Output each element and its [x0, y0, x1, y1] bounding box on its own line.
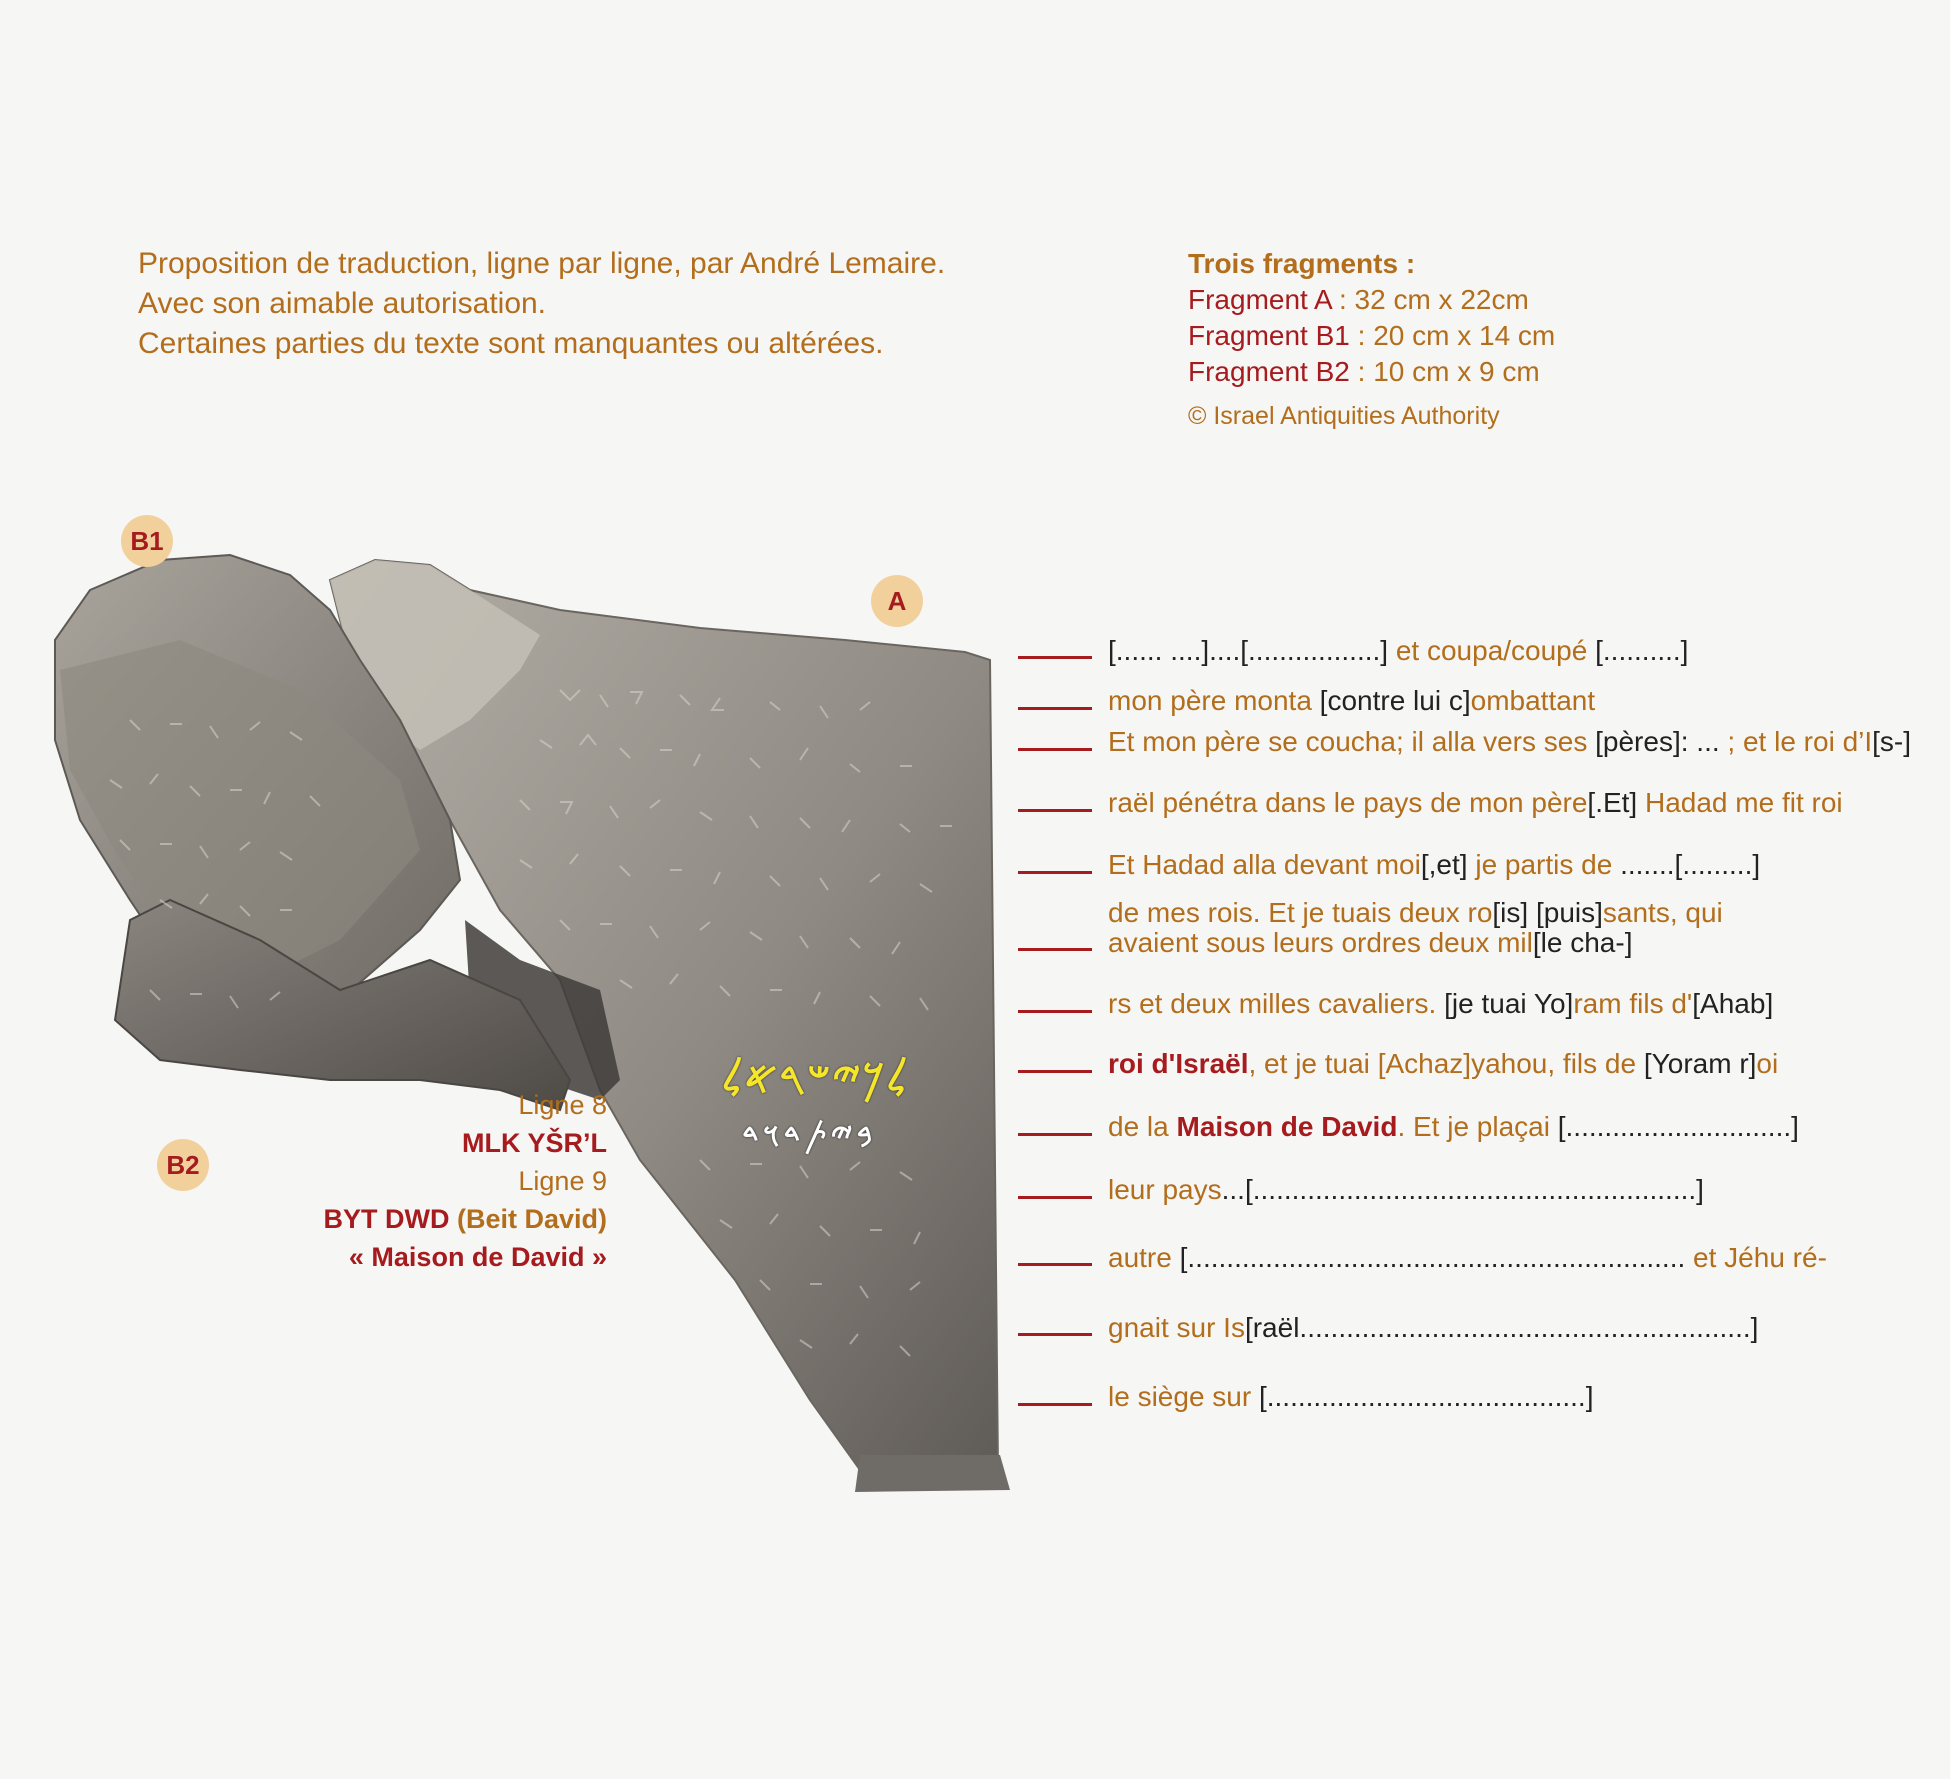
- text-segment: [.............................]: [1557, 1111, 1799, 1142]
- translation-line-6: [1108, 898, 1723, 928]
- text-segment: leur pays: [1108, 1174, 1222, 1205]
- translation-line-7: [1108, 928, 1632, 958]
- ligne-8-label: Ligne 8: [518, 1090, 607, 1120]
- fragment-b1-dims: : 20 cm x 14 cm: [1349, 320, 1556, 351]
- text-segment: rs et deux milles cavaliers.: [1108, 988, 1445, 1019]
- text-segment: et Jéhu ré-: [1685, 1242, 1827, 1273]
- text-segment: roi d'Israël: [1108, 1048, 1249, 1079]
- intro-line-3: Certaines parties du texte sont manquantes ou altérées.: [138, 327, 884, 360]
- mlk-ysrl-label: MLK YŠR’L: [461, 1128, 607, 1158]
- fragment-b2-dims: : 10 cm x 9 cm: [1349, 356, 1540, 387]
- translation-line-2: [1108, 686, 1595, 716]
- line-marker: [1018, 748, 1092, 751]
- line-labels: [323, 1086, 607, 1276]
- copyright: © Israel Antiquities Authority: [1188, 402, 1500, 430]
- translation-line-1: [1108, 636, 1688, 666]
- text-segment: oi: [1756, 1048, 1779, 1079]
- inscription-line-9-highlight: 𐤁𐤉𐤕𐤃𐤅𐤃: [742, 1116, 877, 1156]
- fragment-b2-label: Fragment B2: [1188, 356, 1350, 387]
- text-segment: [................................................................: [1179, 1242, 1686, 1273]
- text-segment: [raël..........................................................]: [1244, 1312, 1759, 1343]
- text-segment: [Achaz]: [1377, 1048, 1472, 1079]
- line-marker: [1018, 1196, 1092, 1199]
- line-marker: [1018, 809, 1092, 812]
- line-marker: [1018, 1263, 1092, 1266]
- text-segment: le siège sur: [1108, 1381, 1259, 1412]
- translation-line-5: [1108, 850, 1760, 880]
- line-marker: [1018, 707, 1092, 710]
- badge-b2: B2: [157, 1139, 209, 1191]
- line-marker: [1018, 1070, 1092, 1073]
- line-marker: [1018, 1403, 1092, 1406]
- translation-line-13: [1108, 1313, 1758, 1343]
- inscription-line-8-highlight: 𐤋𐤊𐤉𐤔𐤓𐤀𐤋: [722, 1053, 910, 1104]
- text-segment: yahou, fils de: [1471, 1048, 1644, 1079]
- byt-dwd-row: [323, 1200, 607, 1238]
- fragments-heading: Trois fragments :: [1188, 248, 1416, 279]
- text-segment: Et Hadad alla devant moi: [1108, 849, 1421, 880]
- text-segment: de la: [1108, 1111, 1177, 1142]
- text-segment: ...[.........................................................]: [1221, 1174, 1704, 1205]
- line-marker: [1018, 1333, 1092, 1336]
- fragment-b1-row: [1188, 318, 1555, 354]
- text-segment: [.........................................]: [1258, 1381, 1594, 1412]
- text-segment: [...... ....]....[.................]: [1108, 635, 1389, 666]
- byt-dwd-label: BYT DWD: [323, 1204, 450, 1234]
- line-marker: [1018, 948, 1092, 951]
- line-marker: [1018, 1133, 1092, 1136]
- translation-line-9: [1108, 1049, 1778, 1079]
- ligne-9-label: Ligne 9: [518, 1166, 607, 1196]
- maison-de-david-label: « Maison de David »: [348, 1242, 607, 1272]
- fragment-b2-row: [1188, 354, 1555, 390]
- translation-line-10: [1108, 1112, 1799, 1142]
- translation-line-4: [1108, 788, 1843, 818]
- text-segment: ombattant: [1470, 685, 1596, 716]
- text-segment: Et mon père se coucha; il alla vers ses: [1108, 726, 1596, 757]
- text-segment: autre: [1108, 1242, 1180, 1273]
- text-segment: [pères]: ...: [1595, 726, 1728, 757]
- text-segment: mon père monta: [1108, 685, 1320, 716]
- fragments-info: [1188, 246, 1555, 434]
- intro-line-1: Proposition de traduction, ligne par ligne, par André Lemaire.: [138, 247, 946, 280]
- line-marker: [1018, 871, 1092, 874]
- translation-line-14: [1108, 1382, 1593, 1412]
- badge-a: A: [871, 575, 923, 627]
- fragment-a-dims: : 32 cm x 22cm: [1331, 284, 1529, 315]
- text-segment: [je tuai Yo]: [1444, 988, 1574, 1019]
- text-segment: et coupa/coupé: [1388, 635, 1596, 666]
- text-segment: [le cha-]: [1532, 927, 1633, 958]
- text-segment: . Et je plaçai: [1397, 1111, 1558, 1142]
- intro-line-2: Avec son aimable autorisation.: [138, 287, 547, 320]
- text-segment: sants, qui: [1602, 897, 1723, 928]
- text-segment: [contre lui c]: [1319, 685, 1471, 716]
- text-segment: [is] [puis]: [1492, 897, 1603, 928]
- translation-line-12: [1108, 1243, 1827, 1273]
- text-segment: [,et]: [1420, 849, 1468, 880]
- translation-line-11: [1108, 1175, 1704, 1205]
- text-segment: avaient sous leurs ordres deux mil: [1108, 927, 1533, 958]
- text-segment: [Ahab]: [1692, 988, 1774, 1019]
- text-segment: Hadad me fit roi: [1637, 787, 1843, 818]
- fragment-a-label: Fragment A: [1188, 284, 1332, 315]
- text-segment: [.Et]: [1587, 787, 1638, 818]
- text-segment: [Yoram r]: [1643, 1048, 1757, 1079]
- text-segment: ram fils d': [1573, 988, 1693, 1019]
- beit-david-label: (Beit David): [449, 1204, 607, 1234]
- translation-line-8: [1108, 989, 1773, 1019]
- text-segment: Maison de David: [1176, 1111, 1398, 1142]
- fragment-b1-label: Fragment B1: [1188, 320, 1350, 351]
- text-segment: je partis de: [1467, 849, 1621, 880]
- text-segment: ; et le roi d’I: [1727, 726, 1873, 757]
- text-segment: de mes rois. Et je tuais deux ro: [1108, 897, 1493, 928]
- fragment-a-row: [1188, 282, 1555, 318]
- line-marker: [1018, 1010, 1092, 1013]
- stele-fragments-image: [0, 520, 1020, 1500]
- text-segment: , et je tuai: [1248, 1048, 1378, 1079]
- intro-text: [138, 244, 945, 364]
- text-segment: [s-]: [1872, 726, 1912, 757]
- line-marker: [1018, 656, 1092, 659]
- text-segment: .......[.........]: [1620, 849, 1761, 880]
- translation-line-3: [1108, 727, 1911, 757]
- badge-b1: B1: [121, 515, 173, 567]
- text-segment: raël pénétra dans le pays de mon père: [1108, 787, 1588, 818]
- stele-base: [855, 1455, 1010, 1492]
- text-segment: [..........]: [1595, 635, 1689, 666]
- text-segment: gnait sur Is: [1108, 1312, 1245, 1343]
